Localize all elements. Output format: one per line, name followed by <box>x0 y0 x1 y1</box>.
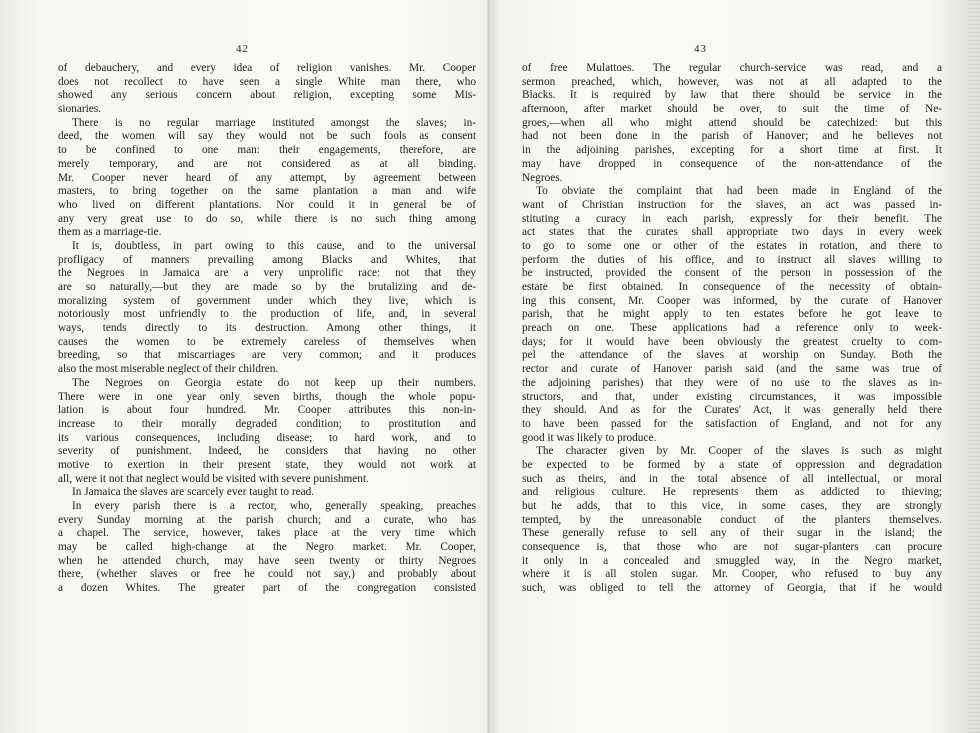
right-text-line: These generally refuse to sell any of their sugar in the island; the <box>522 527 942 540</box>
right-text-line: it only in a concealed and smuggled way, in the Negro market, <box>522 554 942 567</box>
right-text-line: good it was likely to produce. <box>522 431 657 444</box>
right-text-line: stituting a curacy in each parish, expressly for their benefit. The <box>522 212 942 225</box>
left-text-line: a chapel. The service, however, takes place at the very time which <box>58 527 476 540</box>
right-text-line: be instructed, provided the consent of the person in possession of the <box>522 267 942 280</box>
left-text-line: sionaries. <box>58 103 101 116</box>
left-text-line: showed any serious concern about religion, excepting some Mis- <box>58 89 476 102</box>
right-text-line: tempted, by the unreasonable conduct of the planters themselves. <box>522 513 942 526</box>
right-text-line: to go to some one or other of the estates in rotation, and there to <box>522 239 942 252</box>
right-text-line: rector and curate of Hanover parish said (and the same was true of <box>522 363 942 376</box>
page-edge <box>968 0 980 733</box>
right-text-line: To obviate the complaint that had been made in England of the <box>536 185 942 198</box>
left-text-line: lation is about four hundred. Mr. Cooper attributes this non-in- <box>58 404 476 417</box>
left-text-line: does not recollect to have seen a single White man there, who <box>58 75 476 88</box>
left-text-line: any very great use to do so, while there is no such thing among <box>58 212 476 225</box>
right-text-line: be expected to be formed by a state of oppression and degradation <box>522 458 942 471</box>
left-text-line: In every parish there is a rector, who, generally speaking, preaches <box>72 500 476 512</box>
left-text-line: There were in one year only seven births, though the whole popu- <box>58 390 476 403</box>
left-text-line: there, (whether slaves or free he could not say,) and probably about <box>58 568 476 581</box>
left-text-line: when he attended church, may have seen twenty or thirty Negroes <box>58 554 476 567</box>
right-text-line: days; for it would have been obviously the greatest cruelty to com- <box>522 335 942 348</box>
left-text-line: moralizing system of government under which they live, which is <box>58 294 476 307</box>
left-text-line: increase to their morally degraded condition; to prostitution and <box>58 417 476 430</box>
left-text-line: to be confined to one man: their engagements, therefore, are <box>58 144 476 157</box>
right-text-line: had not been done in the parish of Hanover; and he believes not <box>522 130 942 143</box>
left-text-line: motive to exertion in their present state, they would not work at <box>58 458 476 471</box>
right-text-line: such as theirs, and in the total absence of all intellectual, or moral <box>522 472 942 485</box>
right-text-line: ing this consent, Mr. Cooper was informed, by the curate of Hanover <box>522 294 942 307</box>
left-text-line: also the most miserable neglect of their children. <box>58 363 279 376</box>
left-page-number: 42 <box>236 43 249 55</box>
right-text-line: The character given by Mr. Cooper of the slaves is such as might <box>536 445 942 458</box>
left-text-line: the Negroes in Jamaica are a very unprolific race: not that they <box>58 267 476 280</box>
left-page-text <box>58 62 476 596</box>
left-text-line: ways, tends directly to its destruction. Among other things, it <box>58 322 476 335</box>
left-text-line: its various consequences, including disease; to hard work, and to <box>58 431 476 444</box>
right-text-line: they should. And as for the Curates' Act, it was generally held there <box>522 404 942 417</box>
left-text-line: all, were it not that neglect would be visited with severe punishment. <box>58 472 369 485</box>
left-text-line: masters, to bring together on the same plantation a man and wife <box>58 185 476 198</box>
right-text-line: act states that the curates shall appropriate two days in every week <box>522 226 942 239</box>
left-text-line: them as a marriage-tie. <box>58 226 162 239</box>
left-text-line: merely temporary, and are not considered as at all binding. <box>58 157 476 170</box>
left-text-line: may be called high-change at the Negro market. Mr. Cooper, <box>58 541 476 554</box>
right-text-line: parish, that he might apply to ten estates before he got leave to <box>522 308 942 321</box>
left-text-line: every Sunday morning at the parish church; and a curate, who has <box>58 513 476 526</box>
left-text-line: It is, doubtless, in part owing to this cause, and to the universal <box>72 239 476 252</box>
right-text-line: afternoon, after market should be over, to suit the time of Ne- <box>522 103 942 116</box>
right-text-line: in the adjoining parishes, excepting for a short time at first. It <box>522 144 942 157</box>
left-text-line: who lived on different plantations. Nor could it in general be of <box>58 198 476 211</box>
right-text-line: the adjoining parishes) that they were of no use to the slaves as in- <box>522 376 942 389</box>
left-text-line: There is no regular marriage instituted amongst the slaves; in- <box>72 116 476 129</box>
right-text-line: but he adds, that to this vice, in some cases, they are strongly <box>522 500 942 512</box>
right-text-line: Negroes. <box>522 171 563 184</box>
left-text-line: causes the women to be extremely careless of themselves when <box>58 335 476 348</box>
right-text-line: such, was obliged to tell the attorney of Georgia, that if he would <box>522 582 942 595</box>
right-text-line: want of Christian instruction for the slaves, an act was passed in- <box>522 198 942 211</box>
right-text-line: may have dropped in consequence of the non-attendance of the <box>522 157 942 170</box>
right-text-line: perform the duties of his office, and to instruct all slaves willing to <box>522 253 942 266</box>
book-gutter <box>487 0 490 733</box>
left-text-line: of debauchery, and every idea of religion vanishes. Mr. Cooper <box>58 62 476 74</box>
right-page-number: 43 <box>694 43 707 55</box>
left-text-line: severity of punishment. Indeed, he considers that having no other <box>58 445 476 458</box>
right-text-line: to have been passed for the satisfaction of England, and not for any <box>522 417 942 430</box>
right-page-text <box>522 62 942 596</box>
left-text-line: Mr. Cooper never heard of any attempt, by agreement between <box>58 171 476 184</box>
left-text-line: a dozen Whites. The greater part of the congregation consisted <box>58 582 476 595</box>
left-text-line: The Negroes on Georgia estate do not keep up their numbers. <box>72 376 476 389</box>
right-text-line: and religious culture. He represents them as addicted to thieving; <box>522 486 942 499</box>
right-text-line: groes,—when all who might attend should be catechized: but this <box>522 116 942 129</box>
right-text-line: estate be first obtained. In consequence of the necessity of obtain- <box>522 281 942 293</box>
right-text-line: sermon preached, which, however, was not at all adapted to the <box>522 75 942 88</box>
right-text-line: pel the attendance of the slaves at worship on Sunday. Both the <box>522 349 942 362</box>
left-text-line: breeding, so that miscarriages are very common; and it produces <box>58 349 476 362</box>
left-text-line: notoriously most unfriendly to the production of life, and, in several <box>58 308 476 321</box>
right-text-line: structors, and that, under existing circumstances, it was impossible <box>522 390 942 403</box>
right-text-line: preach on one. These applications had a reference only to week- <box>522 322 942 335</box>
left-text-line: profligacy of manners prevailing among Blacks and Whites, that <box>58 253 476 266</box>
left-text-line: deed, the women will say they would not be such fools as consent <box>58 130 476 143</box>
right-text-line: of free Mulattoes. The regular church-service was read, and a <box>522 62 942 74</box>
left-text-line: are so naturally,—but they are made so by the brutalizing and de- <box>58 281 476 293</box>
right-text-line: where it is all stolen sugar. Mr. Cooper, who refused to buy any <box>522 568 942 581</box>
right-text-line: consequence is, that those who are not sugar-planters can procure <box>522 541 942 554</box>
left-text-line: In Jamaica the slaves are scarcely ever taught to read. <box>72 486 315 499</box>
right-text-line: Blacks. It is required by law that there should be service in the <box>522 89 942 102</box>
